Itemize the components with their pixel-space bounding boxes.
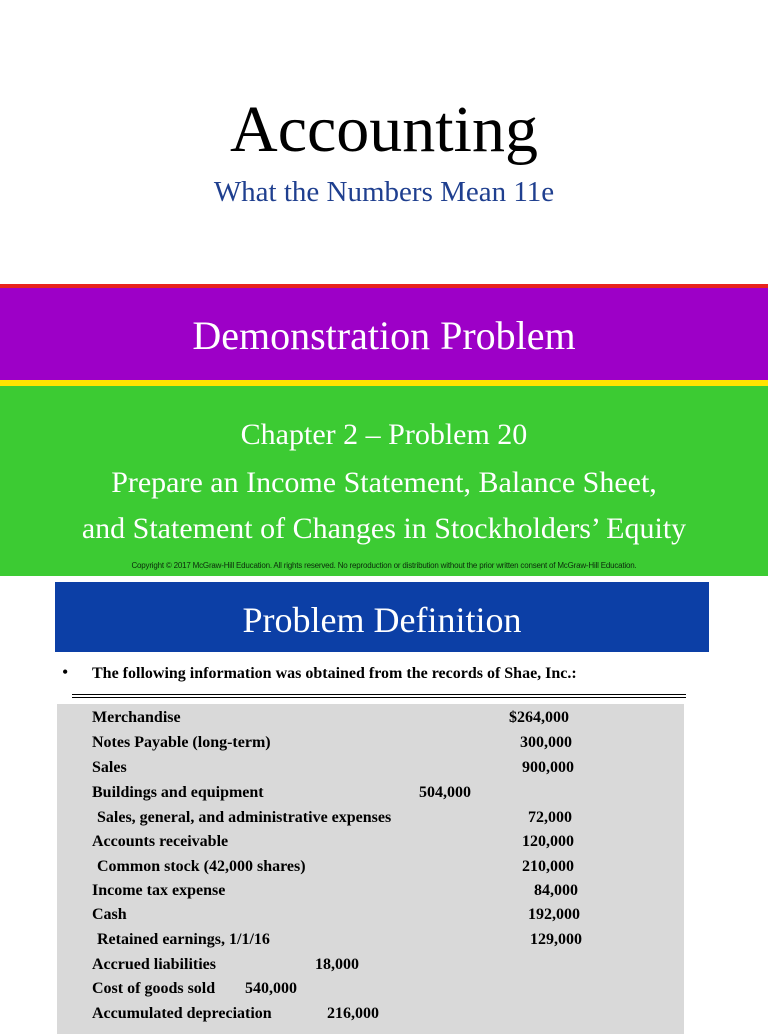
record-amount: 120,000 bbox=[522, 833, 574, 850]
record-amount: 210,000 bbox=[522, 858, 574, 875]
record-amount: 18,000 bbox=[315, 956, 359, 973]
record-row bbox=[57, 928, 684, 952]
intro-text: The following information was obtained from the records of Shae, Inc.: bbox=[92, 665, 577, 682]
record-amount: 540,000 bbox=[245, 980, 297, 997]
record-label: Cash bbox=[92, 906, 127, 923]
slide-subtitle: What the Numbers Mean 11e bbox=[213, 176, 555, 208]
record-row bbox=[57, 731, 684, 755]
record-label: Sales, general, and administrative expenses bbox=[97, 809, 392, 826]
bullet-icon: • bbox=[62, 662, 69, 682]
slide-title: Accounting bbox=[230, 93, 538, 166]
double-rule-divider bbox=[72, 694, 686, 698]
record-row bbox=[57, 806, 684, 830]
chapter-problem-label: Chapter 2 – Problem 20 bbox=[240, 418, 528, 451]
record-row bbox=[57, 903, 684, 927]
record-row bbox=[57, 879, 684, 903]
record-label: Accrued liabilities bbox=[92, 956, 216, 973]
record-label: Cost of goods sold bbox=[92, 980, 216, 997]
record-amount: 504,000 bbox=[419, 784, 471, 801]
record-row bbox=[57, 781, 684, 805]
record-row bbox=[57, 756, 684, 780]
problem-definition-header: Problem Definition bbox=[55, 582, 709, 652]
record-label: Buildings and equipment bbox=[92, 784, 264, 801]
banner-title: Demonstration Problem bbox=[192, 313, 576, 358]
record-label: Notes Payable (long-term) bbox=[92, 734, 271, 751]
record-amount: 129,000 bbox=[530, 931, 582, 948]
record-amount: 84,000 bbox=[534, 882, 578, 899]
record-label: Merchandise bbox=[92, 709, 181, 726]
record-label: Common stock (42,000 shares) bbox=[97, 858, 306, 875]
problem-task-line-2: and Statement of Changes in Stockholders’ Equity bbox=[81, 512, 687, 545]
problem-banner bbox=[0, 386, 768, 576]
record-label: Retained earnings, 1/1/16 bbox=[97, 931, 270, 948]
record-amount: 216,000 bbox=[327, 1005, 379, 1022]
record-row bbox=[57, 830, 684, 854]
record-amount: 72,000 bbox=[528, 809, 572, 826]
record-row bbox=[57, 953, 684, 977]
record-row bbox=[57, 706, 684, 730]
record-amount: 192,000 bbox=[528, 906, 580, 923]
record-amount: $264,000 bbox=[509, 709, 569, 726]
copyright-notice: Copyright © 2017 McGraw-Hill Education. All rights reserved. No reproduction or distribution without the prior written consent of McGraw-Hill Education. bbox=[131, 561, 637, 570]
record-label: Accumulated depreciation bbox=[92, 1005, 272, 1022]
record-row bbox=[57, 977, 684, 1001]
record-row bbox=[57, 855, 684, 879]
record-label: Sales bbox=[92, 759, 127, 776]
record-amount: 900,000 bbox=[522, 759, 574, 776]
demonstration-banner bbox=[0, 288, 768, 380]
records-table bbox=[57, 704, 684, 1034]
record-label: Accounts receivable bbox=[92, 833, 229, 850]
record-amount: 300,000 bbox=[520, 734, 572, 751]
record-row bbox=[57, 1002, 684, 1026]
record-label: Income tax expense bbox=[92, 882, 226, 899]
problem-task-line-1: Prepare an Income Statement, Balance Sheet, bbox=[111, 466, 657, 499]
